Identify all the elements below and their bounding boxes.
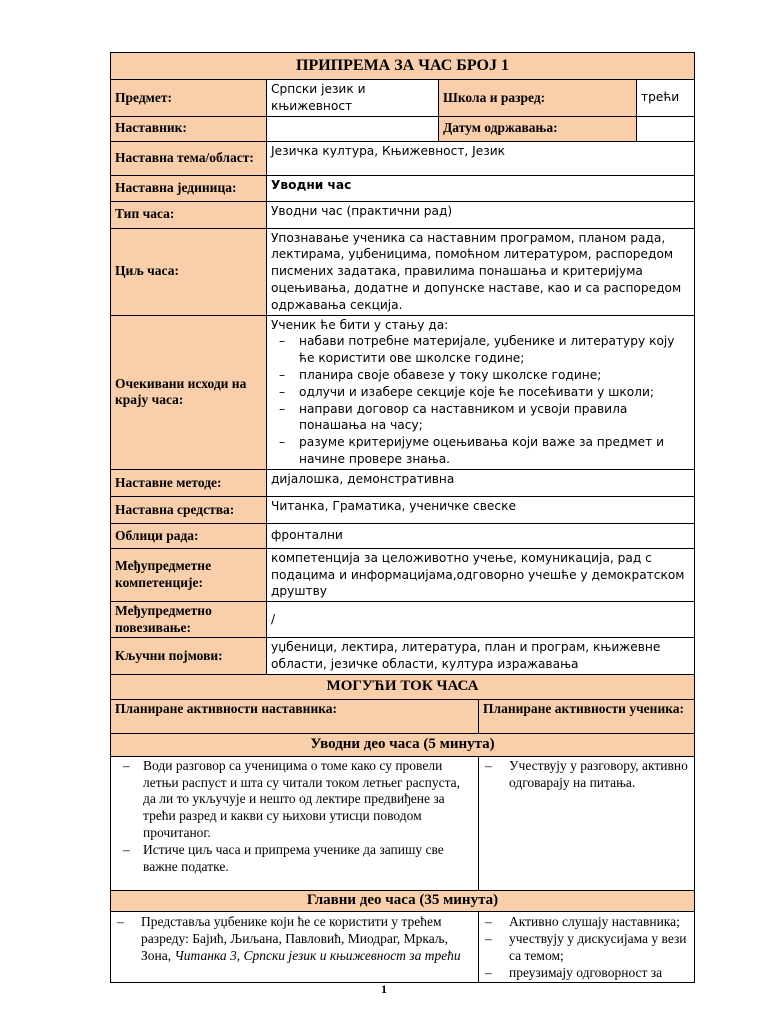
intro-student-list [483,758,690,792]
key-terms-value: уџбеници, лектира, литература, план и програм, књижевне области, језичке области, култура изражавања [267,638,695,675]
teacher-activity-item [115,913,474,964]
school-grade-value: трећи [637,80,695,117]
outcome-item: – направи договор са наставником и усвоји правила понашања на часу; [271,401,690,435]
key-terms-label: Кључни појмови: [111,638,267,675]
main-teacher-list [115,913,474,964]
outcomes-list [271,333,690,467]
page-number: 1 [381,982,387,996]
unit-label: Наставна јединица: [111,175,267,201]
teacher-activities-header: Планиране активности наставника: [111,699,479,733]
intro-teacher-list [115,758,474,876]
type-value: Уводни час (практични рад) [267,201,695,228]
school-grade-label: Школа и разред: [439,80,637,117]
outcomes-label: Очекивани исходи на крају часа: [111,315,267,469]
type-label: Тип часа: [111,201,267,228]
topic-label: Наставна тема/област: [111,141,267,175]
main-student-cell [479,911,695,982]
student-activities-header: Планиране активности ученика: [479,699,695,733]
correlation-label: Међупредметно повезивање: [111,602,267,638]
forms-value: фронтални [267,523,695,548]
main-section-title: Главни део часа (35 минута) [111,890,695,911]
competences-value: компетенција за целоживотно учење, комуникација, рад с подацима и информацијама,одговорно учешће у демократском друштву [267,548,695,601]
topic-value: Језичка култура, Књижевност, Језик [267,141,695,175]
subject-label: Предмет: [111,80,267,117]
lesson-plan-table [110,52,695,983]
main-teacher-text: Представља уџбенике који ће се користити у трећем разреду: Бајић, Љиљана, Павловић, Миодраг, Мркаљ, Зона, [141,913,448,963]
main-teacher-book-title: Читанка 3, Српски језик и књижевност за трећи [174,947,461,963]
outcome-item: – набави потребне материјале, уџбенике и литературу коју ће користити ове школске године; [271,333,690,367]
lesson-plan [110,52,694,983]
forms-label: Облици рада: [111,523,267,548]
intro-teacher-cell [111,756,479,890]
subject-value: Српски језик и књижевност [267,80,439,117]
outcome-item: – одлучи и изабере секције које ће посећивати у школи; [271,384,690,401]
intro-student-cell [479,756,695,890]
outcomes-intro: Ученик ће бити у стању да: [271,317,449,332]
date-label: Датум одржавања: [439,116,637,141]
outcomes-cell [267,315,695,469]
means-value: Читанка, Граматика, ученичке свеске [267,496,695,523]
outcome-item: – разуме критеријуме оцењивања који важе за предмет и начине провере знања. [271,434,690,468]
page-title: ПРИПРЕМА ЗА ЧАС БРОЈ 1 [111,53,695,80]
goal-label: Циљ часа: [111,228,267,315]
student-activity-item: – Учествују у разговору, активно одговарају на питања. [483,758,690,792]
teacher-label: Наставник: [111,116,267,141]
main-teacher-cell [111,911,479,982]
intro-section-title: Уводни део часа (5 минута) [111,733,695,756]
means-label: Наставна средства: [111,496,267,523]
teacher-value [267,116,439,141]
outcome-item: – планира своје обавезе у току школске године; [271,367,690,384]
date-value [637,116,695,141]
student-activity-item: – преузимају одговорност за [483,964,690,981]
correlation-value: / [267,602,695,638]
flow-title: МОГУЋИ ТОК ЧАСА [111,674,695,699]
competences-label: Међупредметне компетенције: [111,548,267,601]
main-student-list [483,913,690,981]
teacher-activity-item: – Води разговор са ученицима о томе како су провели летњи распуст и шта су читали током летњег распуста, да ли то укључује и нешто од лектире предвиђене за трећи разред и какви су њихови утисци поводом прочитаног. [115,758,474,842]
student-activity-item: – Активно слушају наставника; [483,913,690,930]
methods-value: дијалошка, демонстративна [267,469,695,496]
goal-value: Упознавање ученика са наставним програмом, планом рада, лектирама, уџбеницима, помоћном литературом, распоредом писмених задатака, правилима понашања и критеријума оцењивања, додатне и допунске наставе, као и са распоредом одржавања секција. [267,228,695,315]
unit-value: Уводни час [267,175,695,201]
methods-label: Наставне методе: [111,469,267,496]
teacher-activity-item: – Истиче циљ часа и припрема ученике да запишу све важне податке. [115,842,474,876]
student-activity-item: – учествују у дискусијама у вези са темом; [483,930,690,964]
